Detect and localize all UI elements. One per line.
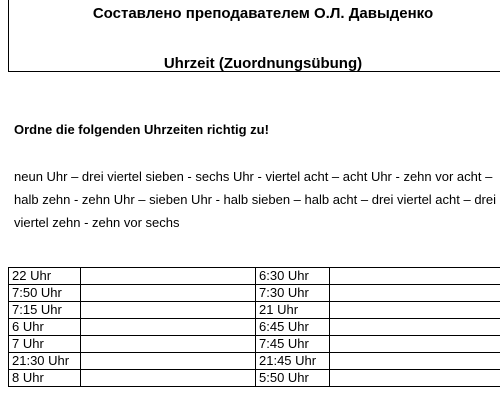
table-row — [9, 336, 500, 353]
left-answer-cell[interactable] — [81, 353, 256, 370]
table-row — [9, 319, 500, 336]
left-time-cell: 6 Uhr — [9, 319, 81, 336]
word-list-line: viertel zehn - zehn vor sechs — [14, 215, 180, 230]
page-title: Uhrzeit (Zuordnungsübung) — [163, 55, 363, 72]
left-time-cell: 7:50 Uhr — [9, 285, 81, 302]
right-time-cell: 7:30 Uhr — [256, 285, 330, 302]
right-time-cell: 6:30 Uhr — [256, 268, 330, 285]
table-row — [9, 353, 500, 370]
right-answer-cell[interactable] — [330, 285, 500, 302]
right-time-cell: 5:50 Uhr — [256, 370, 330, 387]
right-answer-cell[interactable] — [330, 302, 500, 319]
right-answer-cell[interactable] — [330, 370, 500, 387]
right-time-cell: 7:45 Uhr — [256, 336, 330, 353]
table-row — [9, 268, 500, 285]
table-row — [9, 285, 500, 302]
instruction-text: Ordne die folgenden Uhrzeiten richtig zu! — [14, 122, 269, 137]
word-list — [14, 165, 500, 234]
left-answer-cell[interactable] — [81, 370, 256, 387]
author-line: Составлено преподавателем О.Л. Давыденко — [92, 5, 434, 22]
right-answer-cell[interactable] — [330, 353, 500, 370]
times-table — [8, 267, 500, 387]
left-answer-cell[interactable] — [81, 319, 256, 336]
right-time-cell: 21 Uhr — [256, 302, 330, 319]
left-time-cell: 21:30 Uhr — [9, 353, 81, 370]
right-answer-cell[interactable] — [330, 336, 500, 353]
left-answer-cell[interactable] — [81, 268, 256, 285]
left-time-cell: 8 Uhr — [9, 370, 81, 387]
right-answer-cell[interactable] — [330, 319, 500, 336]
table-row — [9, 302, 500, 319]
left-answer-cell[interactable] — [81, 336, 256, 353]
word-list-line: halb zehn - zehn Uhr – sieben Uhr - halb sieben – halb acht – drei viertel acht – drei — [14, 192, 497, 207]
left-time-cell: 7:15 Uhr — [9, 302, 81, 319]
left-time-cell: 7 Uhr — [9, 336, 81, 353]
header-box — [8, 0, 500, 72]
left-time-cell: 22 Uhr — [9, 268, 81, 285]
table-row — [9, 370, 500, 387]
right-time-cell: 6:45 Uhr — [256, 319, 330, 336]
right-time-cell: 21:45 Uhr — [256, 353, 330, 370]
right-answer-cell[interactable] — [330, 268, 500, 285]
left-answer-cell[interactable] — [81, 302, 256, 319]
word-list-line: neun Uhr – drei viertel sieben - sechs Uhr - viertel acht – acht Uhr - zehn vor acht – — [14, 169, 493, 184]
left-answer-cell[interactable] — [81, 285, 256, 302]
